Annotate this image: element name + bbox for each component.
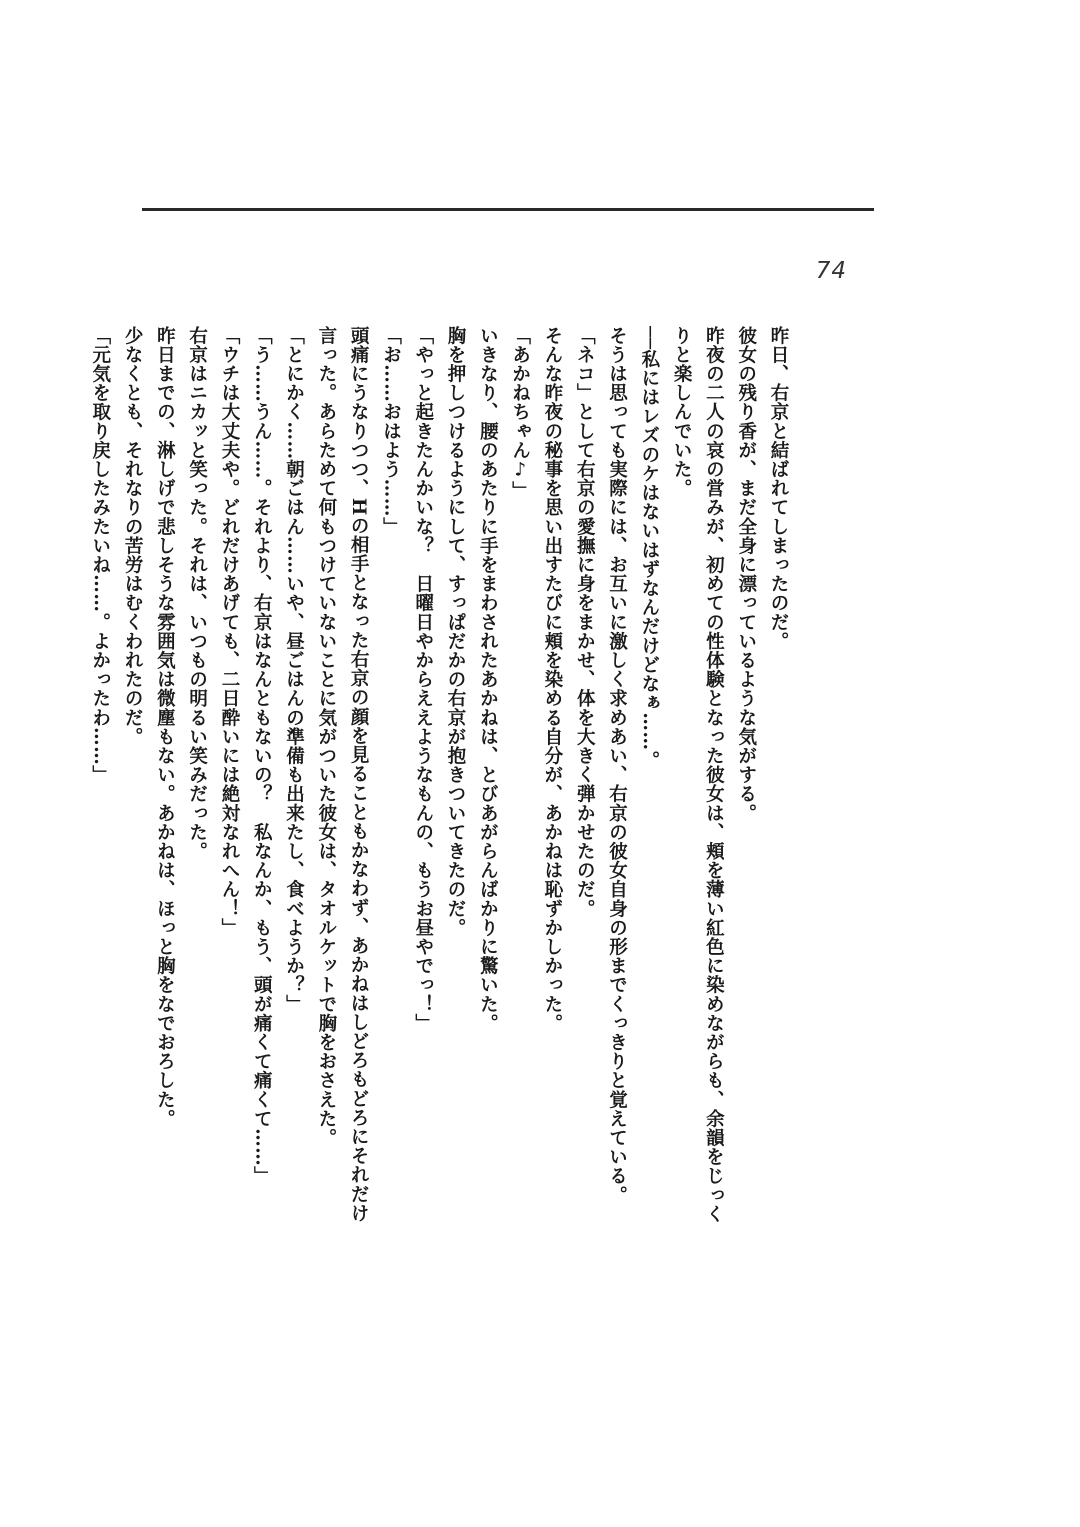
text-line: 「元気を取り戻したみたいね……。よかったわ……」 (89, 326, 111, 785)
vertical-text-body (89, 326, 794, 1224)
text-line: 胸を押しつけるようにして、すっぱだかの右京が抱きついてきたのだ。 (445, 326, 467, 938)
text-line: 「あかねちゃん♪」 (509, 326, 531, 501)
text-line: そうは思っても実際には、お互いに激しく求めあい、右京の彼女自身の形までくっきりと覚えている。 (606, 326, 628, 1205)
text-line: りと楽しんでいた。 (671, 326, 693, 498)
text-line: 頭痛にうなりつつ、Hの相手となった右京の顔を見ることもかなわず、あかねはしどろもどろにそれだけ (348, 326, 370, 1223)
text-line: 昨夜の二人の哀の営みが、初めての性体験となった彼女は、頬を薄い紅色に染めながらも、余韻をじっく (703, 326, 725, 1224)
text-line: 「ウチは大丈夫や。どれだけあげても、二日酔いには絶対なれへん！」 (218, 326, 240, 938)
text-line: 彼女の残り香が、まだ全身に漂っているような気がする。 (735, 326, 757, 823)
text-line: 「やっと起きたんかいな？ 日曜日やからええようなもんの、もうお昼やでっ！」 (412, 326, 434, 1033)
page-number: 74 (815, 258, 847, 284)
text-line: いきなり、腰のあたりに手をまわされたあかねは、とびあがらんばかりに驚いた。 (477, 326, 499, 1033)
text-line: 「ネコ」として右京の愛撫に身をまかせ、体を大きく弾かせたのだ。 (574, 326, 596, 919)
text-line: 「う……うん……。それより、右京はなんともないの？ 私なんか、もう、頭が痛くて痛くて……」 (251, 326, 273, 1186)
text-line: 少なくとも、それなりの苦労はむくわれたのだ。 (122, 326, 144, 747)
text-line: 言った。あらためて何もつけていないことに気がついた彼女は、タオルケットで胸をおさえた。 (315, 326, 337, 1148)
text-line: 右京はニカッと笑った。それは、いつもの明るい笑みだった。 (186, 326, 208, 861)
text-line: 昨日までの、淋しげで悲しそうな雰囲気は微塵もない。あかねは、ほっと胸をなでおろした。 (154, 326, 176, 1129)
text-line: そんな昨夜の秘事を思い出すたびに頬を染める自分が、あかねは恥ずかしかった。 (541, 326, 563, 1033)
text-line: 昨日、右京と結ばれてしまったのだ。 (768, 326, 789, 651)
text-line: 「お……おはよう……」 (380, 326, 402, 537)
text-line: 「とにかく……朝ごはん……いや、昼ごはんの準備も出来たし、食べようか？」 (283, 326, 305, 1014)
header-rule (142, 208, 874, 211)
text-line: ──私にはレズのケはないはずなんだけどなぁ……。 (638, 326, 660, 770)
